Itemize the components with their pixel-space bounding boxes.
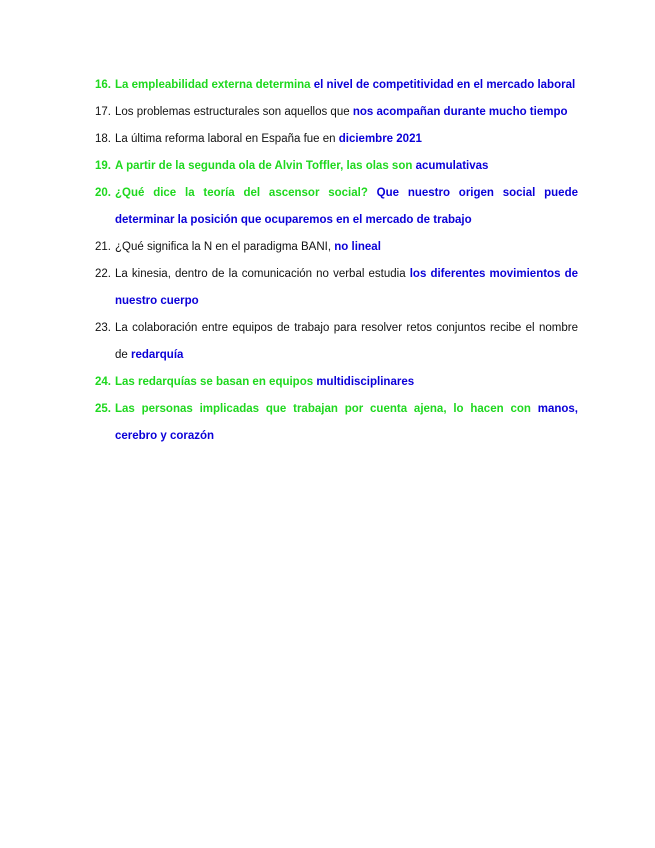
item-number: 16. <box>95 79 111 91</box>
item-text <box>115 315 578 369</box>
question-text: Las redarquías se basan en equipos <box>115 376 317 388</box>
item-text <box>115 72 578 99</box>
item-number: 22. <box>95 268 111 280</box>
question-list <box>95 72 578 450</box>
list-item <box>95 315 578 369</box>
item-number: 21. <box>95 241 111 253</box>
list-item <box>95 72 578 99</box>
list-item <box>95 180 578 234</box>
answer-text: los diferentes movimientos de nuestro cuerpo <box>115 268 579 307</box>
item-text <box>115 99 578 126</box>
question-text: Los problemas estructurales son aquellos que <box>115 106 353 118</box>
item-text <box>115 369 578 396</box>
list-item <box>95 99 578 126</box>
answer-text: diciembre 2021 <box>338 133 422 145</box>
list-item <box>95 153 578 180</box>
item-number: 20. <box>95 187 111 199</box>
answer-text: multidisciplinares <box>316 376 415 388</box>
answer-text: nos acompañan durante mucho tiempo <box>352 106 568 118</box>
question-text: La empleabilidad externa determina <box>115 79 314 91</box>
item-number: 24. <box>95 376 111 388</box>
item-number: 19. <box>95 160 111 172</box>
question-text: La última reforma laboral en España fue en <box>115 133 339 145</box>
item-text <box>115 234 578 261</box>
question-text: A partir de la segunda ola de Alvin Toffler, las olas son <box>115 160 416 172</box>
item-number: 17. <box>95 106 111 118</box>
list-item <box>95 126 578 153</box>
answer-text: acumulativas <box>415 160 489 172</box>
question-text: La colaboración entre equipos de trabajo para resolver retos conjuntos recibe el nombre de <box>115 322 578 361</box>
question-text: ¿Qué dice la teoría del ascensor social? <box>115 187 377 199</box>
item-text <box>115 396 578 450</box>
list-item <box>95 234 578 261</box>
list-item <box>95 396 578 450</box>
answer-text: el nivel de competitividad en el mercado laboral <box>313 79 576 91</box>
item-text <box>115 261 578 315</box>
item-number: 18. <box>95 133 111 145</box>
answer-text: Que nuestro origen social puede determinar la posición que ocuparemos en el mercado de trabajo <box>115 187 578 226</box>
question-text: Las personas implicadas que trabajan por cuenta ajena, lo hacen con <box>115 403 538 415</box>
item-text <box>115 153 578 180</box>
item-number: 23. <box>95 322 111 334</box>
list-item <box>95 369 578 396</box>
question-text: ¿Qué significa la N en el paradigma BANI, <box>115 241 335 253</box>
list-item <box>95 261 578 315</box>
answer-text: no lineal <box>334 241 381 253</box>
answer-text: manos, cerebro y corazón <box>115 403 578 442</box>
item-number: 25. <box>95 403 111 415</box>
item-text <box>115 180 578 234</box>
answer-text: redarquía <box>131 349 184 361</box>
question-text: La kinesia, dentro de la comunicación no verbal estudia <box>115 268 410 280</box>
item-text <box>115 126 578 153</box>
